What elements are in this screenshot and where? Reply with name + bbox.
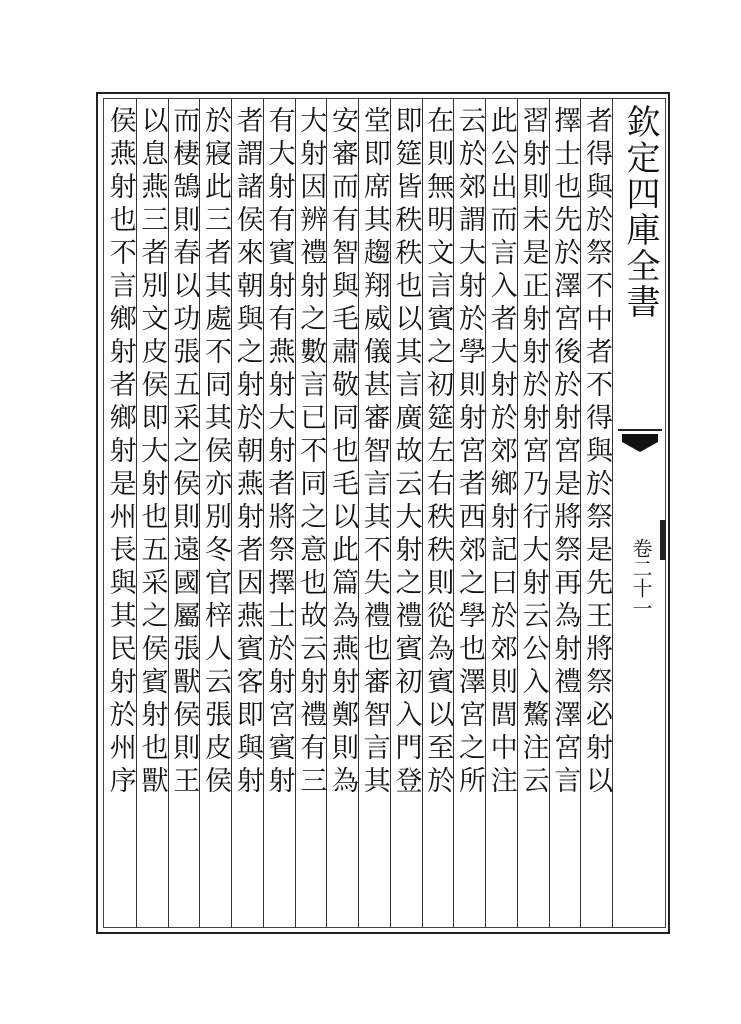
column-rule	[295, 98, 296, 928]
column-rule	[199, 98, 200, 928]
text-column-4: 此公出而言入者大射於郊鄉射記曰於郊則閭中注	[485, 106, 517, 799]
column-rule	[358, 98, 359, 928]
text-column-9: 安審而有智與毛肅敬同也毛以此篇為燕射鄭則為	[327, 106, 358, 799]
juan-number: 卷二十一	[629, 538, 653, 618]
column-rule	[390, 98, 391, 928]
column-rule	[422, 98, 423, 928]
banxin-column	[612, 98, 666, 928]
text-column-7: 即筵皆秩秩也以其言廣故云大射之禮賓初入門登	[390, 106, 422, 799]
column-rule	[326, 98, 327, 928]
column-rule	[453, 98, 454, 928]
text-column-1: 者得與於祭不中者不得與於祭是先王將祭必射以	[581, 106, 612, 799]
text-column-3: 習射則未是正射射於射宮乃行大射云公入驁注云	[517, 106, 549, 799]
column-rule	[580, 98, 581, 928]
column-rule	[168, 98, 169, 928]
column-rule	[549, 98, 550, 928]
fish-tail-mark-icon	[618, 428, 662, 458]
text-column-16: 侯燕射也不言鄉射者鄉射是州長與其民射於州序	[104, 106, 136, 799]
column-rule	[485, 98, 486, 928]
text-column-10: 大射因辨禮射之數言已不同之意也故云射禮有三	[295, 106, 327, 799]
text-column-6: 在則無明文言賓之初筵左右秩秩則從為賓以至於	[422, 106, 454, 799]
column-rule	[263, 98, 264, 928]
text-column-12: 者謂諸侯來朝與之射於朝燕射者因燕賓客即與射	[231, 106, 263, 799]
book-title: 欽定四庫全書	[620, 104, 660, 320]
text-column-14: 而棲鵠則春以功張五采之侯則遠國屬張獸侯則王	[168, 106, 200, 799]
column-rule	[136, 98, 137, 928]
text-column-13: 於寢此三者其處不同其侯亦別冬官梓人云張皮侯	[200, 106, 231, 799]
text-column-5: 云於郊謂大射於學則射宮者西郊之學也澤宮之所	[454, 106, 485, 799]
text-column-15: 以息燕三者別文皮侯即大射也五采之侯賓射也獸	[136, 106, 168, 799]
column-rule	[231, 98, 232, 928]
text-column-11: 有大射有賓射有燕射大射者將祭擇士於射宮賓射	[263, 106, 295, 799]
column-rule	[517, 98, 518, 928]
text-column-8: 堂即席其趨翔威儀甚審智言其不失禮也審智言其	[358, 106, 390, 799]
edge-mark	[660, 520, 666, 560]
text-column-2: 擇士也先於澤宮後於射宮是將祭再為射禮澤宮言	[549, 106, 581, 799]
